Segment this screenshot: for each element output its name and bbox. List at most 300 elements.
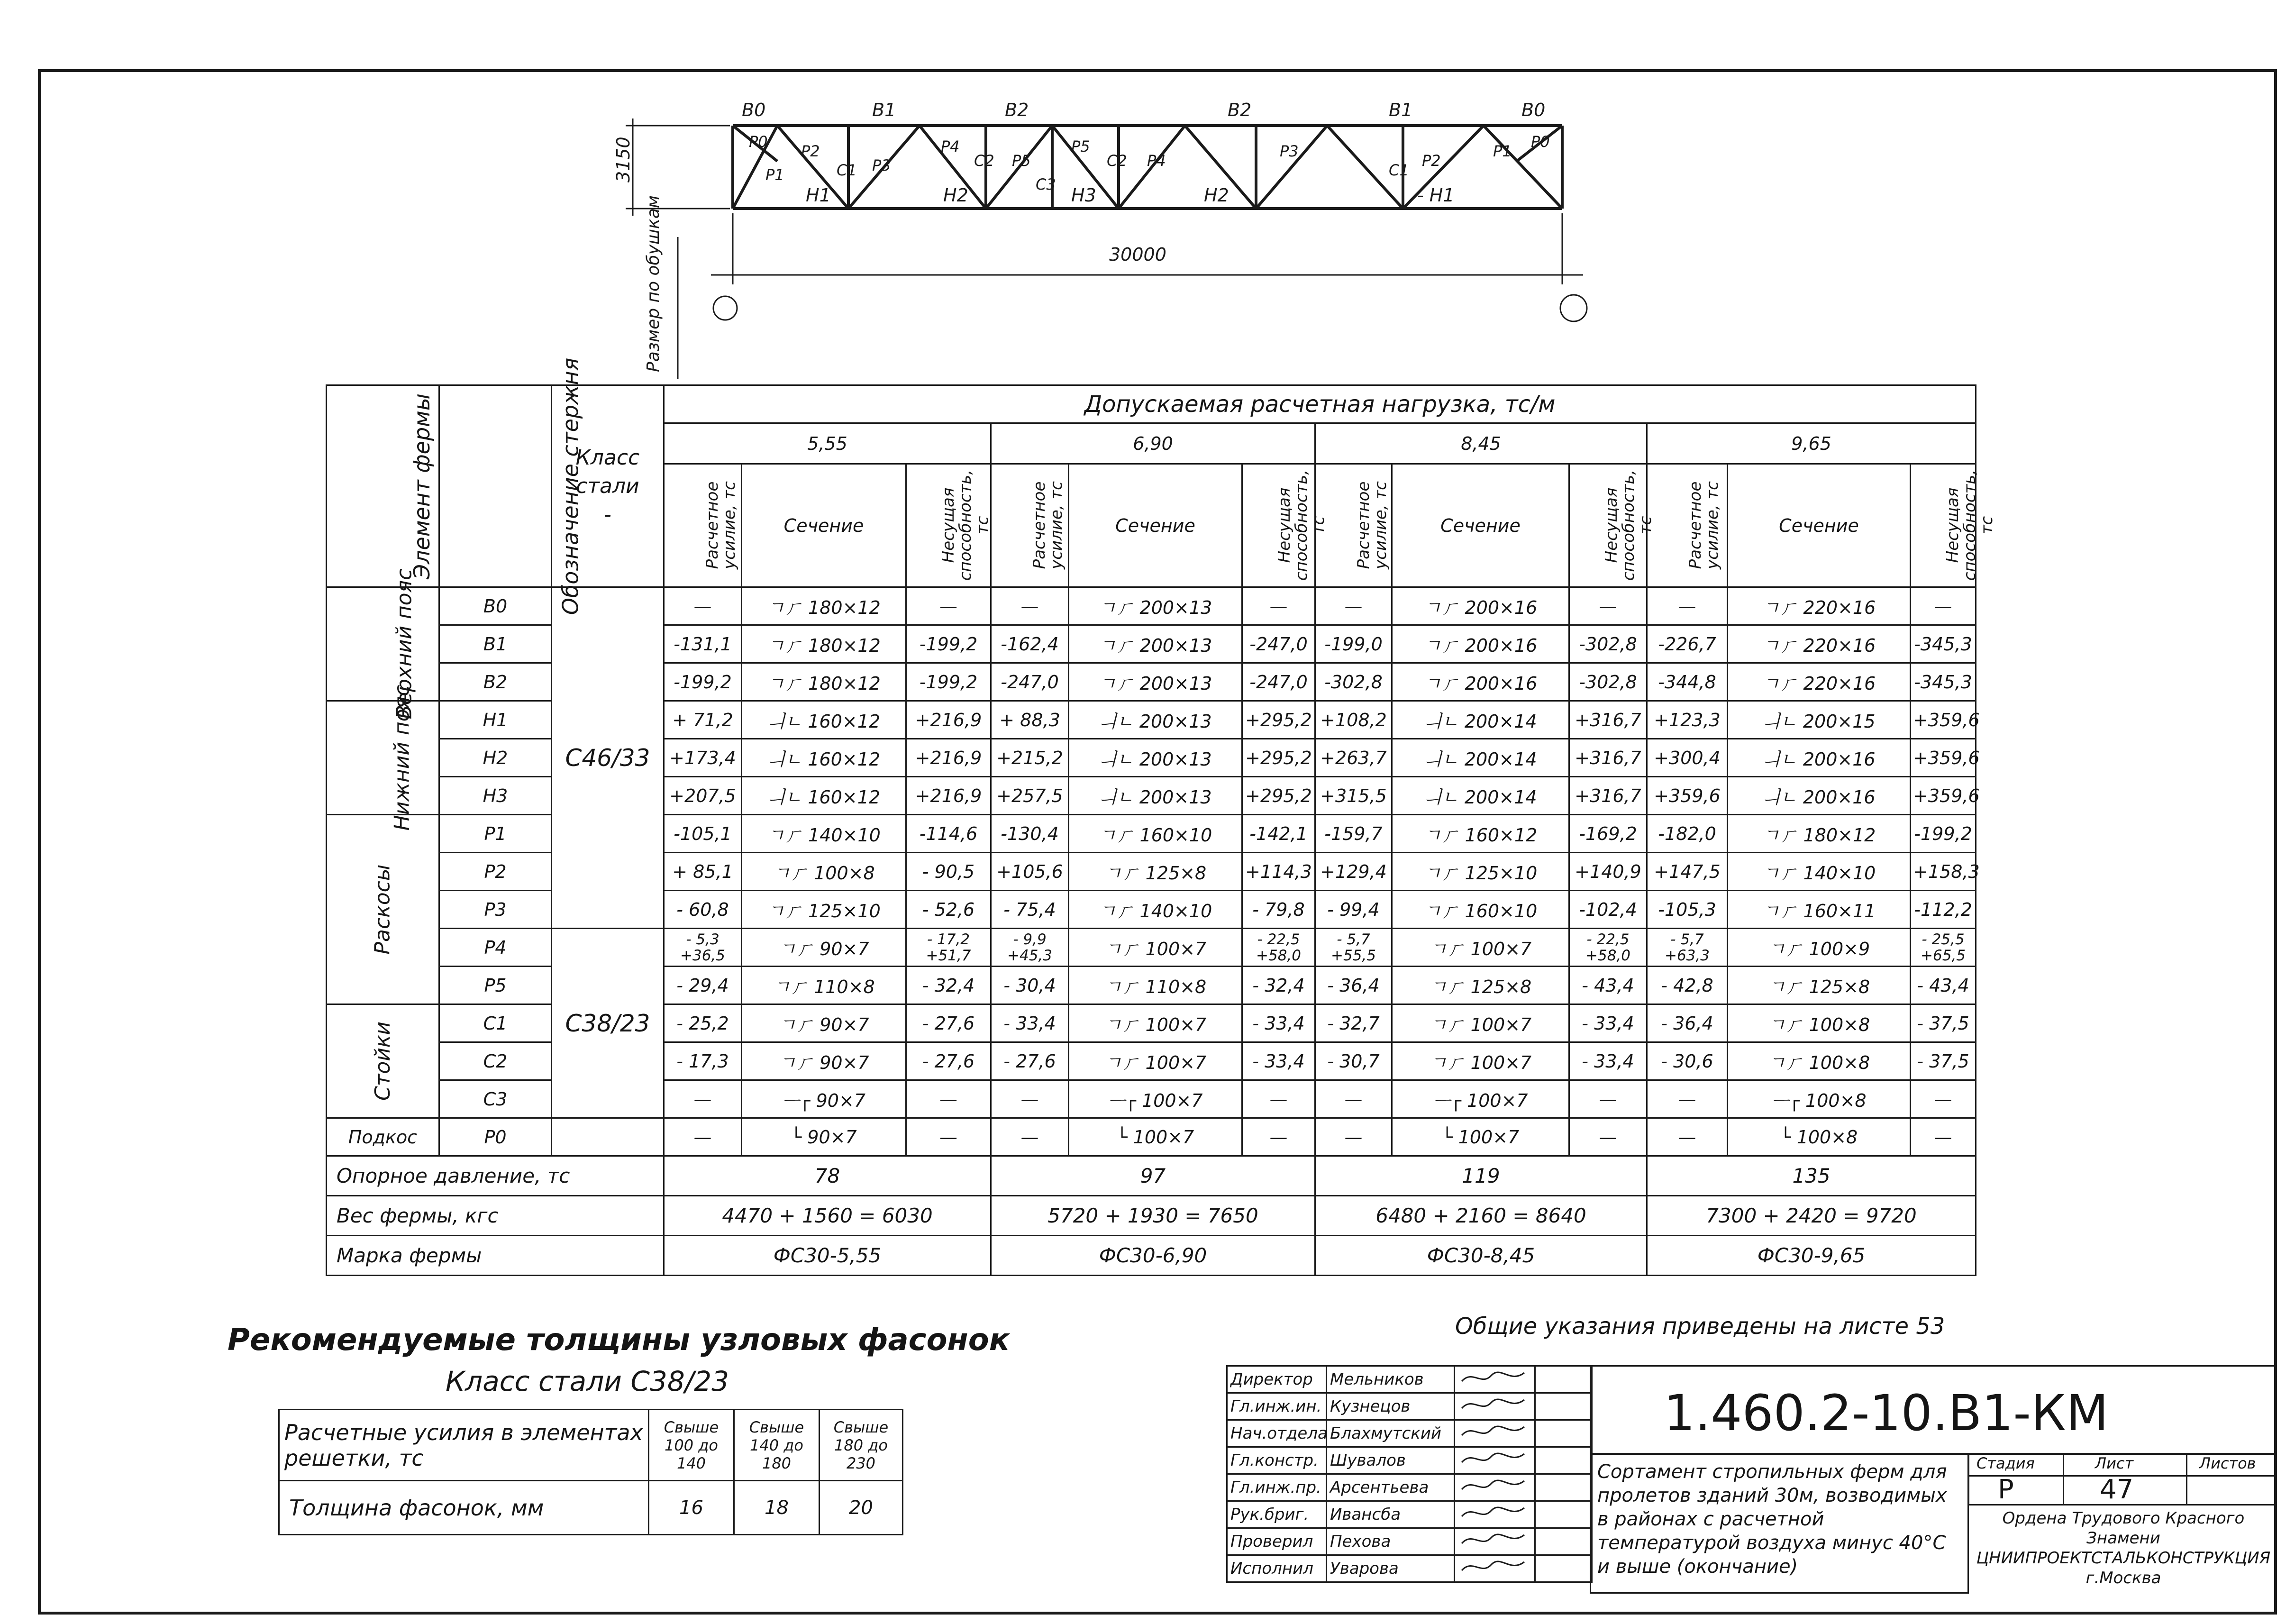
date [1535, 1474, 1592, 1501]
table-row [327, 1118, 1976, 1156]
cross-section: ㄱㄏ 200×16 [1392, 625, 1569, 663]
design-force: — [1315, 587, 1392, 625]
cross-section: ㄱㄏ 220×16 [1728, 663, 1911, 701]
truss-label-web-3: Р2 [801, 142, 820, 160]
load-capacity: - 22,5 +58,0 [1569, 929, 1647, 967]
subheader-capacity: Несущая способность, тс [1242, 464, 1315, 587]
stage-header: Стадия [1976, 1454, 2035, 1472]
truss-label-web-15: Р2 [1422, 152, 1441, 170]
design-force: - 29,4 [664, 967, 742, 1004]
load-capacity: - 32,4 [1242, 967, 1315, 1004]
load-capacity: -345,3 [1911, 663, 1976, 701]
design-force: +129,4 [1315, 853, 1392, 891]
person-name: Мельников [1327, 1366, 1455, 1393]
cross-section: ㄱㄏ 125×10 [742, 891, 906, 929]
signature [1455, 1393, 1535, 1420]
person-name: Ивансба [1327, 1501, 1455, 1528]
load-capacity: - 43,4 [1569, 967, 1647, 1004]
load-capacity: -199,2 [1911, 815, 1976, 853]
design-force: +315,5 [1315, 777, 1392, 815]
truss-label-web-6: Р4 [941, 137, 960, 155]
load-capacity: - 33,4 [1242, 1004, 1315, 1042]
subheader-capacity: Несущая способность, тс [906, 464, 991, 587]
truss-label-bottom-5: - Н1 [1417, 185, 1455, 206]
stage-value: Р [1998, 1474, 2014, 1505]
design-force: + 85,1 [664, 853, 742, 891]
role: Проверил [1227, 1528, 1327, 1555]
rod-designation: С1 [439, 1004, 552, 1042]
element-group [327, 815, 439, 1004]
cross-section: └ 100×7 [1392, 1118, 1569, 1156]
cross-section: ㅢㄴ 200×14 [1392, 701, 1569, 739]
cross-section: ㄱㄏ 200×13 [1069, 625, 1242, 663]
design-force: - 27,6 [991, 1042, 1069, 1080]
cross-section: ㄱㄏ 110×8 [1069, 967, 1242, 1004]
load-capacity: +216,9 [906, 701, 991, 739]
weight-value: 5720 + 1930 = 7650 [991, 1196, 1315, 1236]
load-capacity: -199,2 [906, 625, 991, 663]
person-name: Пехова [1327, 1528, 1455, 1555]
signature [1455, 1501, 1535, 1528]
title-block-row [1227, 1528, 1592, 1555]
load-capacity: — [906, 1118, 991, 1156]
cross-section: ㄱㄏ 100×7 [1069, 1042, 1242, 1080]
design-force: - 5,7 +63,3 [1647, 929, 1728, 967]
truss-label-top-4: В2 [1228, 100, 1252, 120]
cross-section: ㄱㄏ 100×7 [1392, 1042, 1569, 1080]
title-block-row [1227, 1393, 1592, 1420]
load-capacity: — [1911, 587, 1976, 625]
cross-section: ㄱㄏ 200×16 [1392, 663, 1569, 701]
table-footer-row [327, 1236, 1976, 1276]
date [1535, 1366, 1592, 1393]
load-capacity: -114,6 [906, 815, 991, 853]
rod-designation: В1 [439, 625, 552, 663]
weight-value: 7300 + 2420 = 9720 [1647, 1196, 1976, 1236]
person-name: Шувалов [1327, 1447, 1455, 1474]
load-capacity: — [1242, 1080, 1315, 1118]
person-name: Блахмутский [1327, 1420, 1455, 1447]
design-force: +108,2 [1315, 701, 1392, 739]
design-force: — [991, 1118, 1069, 1156]
mark-value: ФС30-5,55 [664, 1236, 991, 1276]
rod-designation: Р1 [439, 815, 552, 853]
cross-section: ㄱㄏ 180×12 [742, 663, 906, 701]
load-6-90: 6,90 [991, 423, 1315, 464]
sheet-header: Лист [2095, 1454, 2134, 1472]
load-capacity: -142,1 [1242, 815, 1315, 853]
cross-section: ㄱㄏ 160×11 [1728, 891, 1911, 929]
person-name: Кузнецов [1327, 1393, 1455, 1420]
load-capacity: - 52,6 [906, 891, 991, 929]
load-capacity: - 43,4 [1911, 967, 1976, 1004]
load-capacity: - 79,8 [1242, 891, 1315, 929]
cross-section: ㅢㄴ 160×12 [742, 701, 906, 739]
date [1535, 1501, 1592, 1528]
element-group [327, 568, 439, 720]
design-force: +207,5 [664, 777, 742, 815]
signature [1455, 1447, 1535, 1474]
rod-designation: С2 [439, 1042, 552, 1080]
cross-section: ㄱㄏ 100×7 [1392, 929, 1569, 967]
load-capacity: -102,4 [1569, 891, 1647, 929]
role: Гл.констр. [1227, 1447, 1327, 1474]
load-capacity: - 27,6 [906, 1042, 991, 1080]
design-force: — [991, 1080, 1069, 1118]
truss-label-web-12: Р4 [1147, 152, 1166, 170]
rod-designation: Н3 [439, 777, 552, 815]
cross-section: ㄱㄏ 110×8 [742, 967, 906, 1004]
cross-section: ㄱㄏ 100×8 [1728, 1004, 1911, 1042]
load-capacity: +359,6 [1911, 777, 1976, 815]
weight-label: Вес фермы, кгс [327, 1196, 664, 1236]
truss-label-web-14: С1 [1389, 161, 1409, 179]
subheader-section: Сечение [1392, 464, 1569, 587]
rod-designation: С3 [439, 1080, 552, 1118]
design-force: -344,8 [1647, 663, 1728, 701]
cross-section: ㄱㄏ 140×10 [742, 815, 906, 853]
design-force: -162,4 [991, 625, 1069, 663]
rec-forces-header: Расчетные усилия в элементах решетки, тс [279, 1410, 649, 1481]
load-capacity: — [1242, 1118, 1315, 1156]
cross-section: ㄱㄏ 100×8 [1728, 1042, 1911, 1080]
truss-label-web-13: Р3 [1280, 142, 1299, 160]
cross-section: ㄱㄏ 125×8 [1728, 967, 1911, 1004]
rec-thickness-table [278, 1409, 903, 1535]
load-capacity: — [906, 1080, 991, 1118]
element-group-text: Нижний пояс [390, 684, 414, 831]
rec-val-1: 16 [649, 1481, 734, 1535]
rod-designation: Н1 [439, 701, 552, 739]
steel-class-empty [552, 1118, 664, 1156]
design-force: — [1647, 1080, 1728, 1118]
load-capacity: +295,2 [1242, 777, 1315, 815]
rod-designation: Р2 [439, 853, 552, 891]
mark-label: Марка фермы [327, 1236, 664, 1276]
cross-section: ㄱㄏ 160×10 [1392, 891, 1569, 929]
cross-section: ㄱㄏ 100×7 [1069, 929, 1242, 967]
design-force: - 17,3 [664, 1042, 742, 1080]
design-force: - 30,4 [991, 967, 1069, 1004]
document-code: 1.460.2-10.В1-КМ [1664, 1384, 2109, 1442]
design-force: +257,5 [991, 777, 1069, 815]
mark-value: ФС30-8,45 [1315, 1236, 1647, 1276]
element-group-text: Раскосы [371, 864, 395, 955]
design-force: — [991, 587, 1069, 625]
design-force: — [1647, 1118, 1728, 1156]
truss-label-top-5: В1 [1389, 100, 1413, 120]
organization: Ордена Трудового Красного Знамени ЦНИИПРОЕКТСТАЛЬКОНСТРУКЦИЯ г.Москва [1976, 1509, 2271, 1588]
load-capacity: +359,6 [1911, 701, 1976, 739]
truss-label-web-17: Р0 [1531, 133, 1550, 151]
design-force: - 5,7 +55,5 [1315, 929, 1392, 967]
steel-class: С46/33 [552, 587, 664, 929]
truss-label-web-16: Р1 [1493, 142, 1512, 160]
subheader-force: Расчетное усилие, тс [1647, 464, 1728, 587]
cross-section: └ 90×7 [742, 1118, 906, 1156]
design-force: — [664, 587, 742, 625]
truss-label-web-7: С2 [974, 152, 994, 170]
cross-section: ㄱㄏ 160×10 [1069, 815, 1242, 853]
mark-value: ФС30-9,65 [1647, 1236, 1976, 1276]
design-force: — [1647, 587, 1728, 625]
truss-label-bottom-4: Н2 [1204, 185, 1229, 206]
rod-designation: Р4 [439, 929, 552, 967]
load-capacity: — [1569, 587, 1647, 625]
cross-section: ㅢㄴ 200×13 [1069, 777, 1242, 815]
design-force: -247,0 [991, 663, 1069, 701]
design-force: - 75,4 [991, 891, 1069, 929]
weight-value: 6480 + 2160 = 8640 [1315, 1196, 1647, 1236]
load-capacity: - 27,6 [906, 1004, 991, 1042]
design-force: +105,6 [991, 853, 1069, 891]
load-capacity: +158,3 [1911, 853, 1976, 891]
load-capacity: - 32,4 [906, 967, 991, 1004]
cross-section: └ 100×7 [1069, 1118, 1242, 1156]
load-capacity: +216,9 [906, 777, 991, 815]
role: Гл.инж.ин. [1227, 1393, 1327, 1420]
design-force: + 71,2 [664, 701, 742, 739]
cross-section: ㅢㄴ 200×16 [1728, 739, 1911, 777]
load-capacity: +316,7 [1569, 777, 1647, 815]
load-capacity: -169,2 [1569, 815, 1647, 853]
load-capacity: +295,2 [1242, 701, 1315, 739]
mark-value: ФС30-6,90 [991, 1236, 1315, 1276]
design-force: -105,1 [664, 815, 742, 853]
load-capacity: +216,9 [906, 739, 991, 777]
rec-col-3: Свыше 180 до 230 [820, 1410, 903, 1481]
signature [1455, 1528, 1535, 1555]
truss-label-top-3: В2 [1005, 100, 1029, 120]
sheet-value: 47 [2100, 1474, 2134, 1505]
subheader-section: Сечение [1728, 464, 1911, 587]
truss-label-web-8: Р5 [1012, 152, 1031, 170]
rod-designation: Н2 [439, 739, 552, 777]
cross-section: ㄱㄏ 200×13 [1069, 587, 1242, 625]
truss-height-dim: 3150 [613, 137, 634, 182]
signature [1455, 1366, 1535, 1393]
load-capacity: — [1569, 1118, 1647, 1156]
rod-designation: Р5 [439, 967, 552, 1004]
design-force: - 33,4 [991, 1004, 1069, 1042]
load-capacity: -199,2 [906, 663, 991, 701]
truss-label-web-2: Р1 [765, 166, 784, 184]
load-capacity: — [1911, 1118, 1976, 1156]
load-capacity: - 22,5 +58,0 [1242, 929, 1315, 967]
date [1535, 1420, 1592, 1447]
role: Гл.инж.пр. [1227, 1474, 1327, 1501]
load-capacity: - 90,5 [906, 853, 991, 891]
design-force: -130,4 [991, 815, 1069, 853]
truss-label-web-9: С3 [1036, 175, 1056, 193]
design-force: - 99,4 [1315, 891, 1392, 929]
subheader-force: Расчетное усилие, тс [1315, 464, 1392, 587]
load-capacity: -112,2 [1911, 891, 1976, 929]
cross-section: ㄱㄏ 125×10 [1392, 853, 1569, 891]
person-name: Уварова [1327, 1555, 1455, 1582]
load-capacity: -247,0 [1242, 625, 1315, 663]
header-rod: Обозначение стержня [439, 385, 552, 587]
load-capacity: — [1569, 1080, 1647, 1118]
title-block-row [1227, 1447, 1592, 1474]
rec-steel-class: Класс стали С38/23 [446, 1365, 729, 1397]
design-force: +123,3 [1647, 701, 1728, 739]
cross-section: ㄱㄏ 220×16 [1728, 587, 1911, 625]
load-5-55: 5,55 [664, 423, 991, 464]
element-group-text: Верхний пояс [392, 568, 417, 720]
load-capacity: - 17,2 +51,7 [906, 929, 991, 967]
cross-section: ㅢㄴ 200×15 [1728, 701, 1911, 739]
role: Рук.бриг. [1227, 1501, 1327, 1528]
cross-section: ㅢㄴ 200×13 [1069, 739, 1242, 777]
sheets-header: Листов [2199, 1454, 2256, 1472]
rod-designation: Р0 [439, 1118, 552, 1156]
cross-section: ㄱㄏ 180×12 [742, 587, 906, 625]
design-force: -199,2 [664, 663, 742, 701]
load-capacity: — [1911, 1080, 1976, 1118]
design-force: -182,0 [1647, 815, 1728, 853]
steel-class: С38/23 [552, 929, 664, 1118]
element-group-text: Стойки [370, 1021, 395, 1101]
cross-section: ㅢㄴ 160×12 [742, 777, 906, 815]
cross-section: ㄱㄏ 140×10 [1728, 853, 1911, 891]
design-force: - 25,2 [664, 1004, 742, 1042]
date [1535, 1528, 1592, 1555]
design-force: - 30,7 [1315, 1042, 1392, 1080]
design-force: -159,7 [1315, 815, 1392, 853]
load-capacity: -247,0 [1242, 663, 1315, 701]
cross-section: ㄱㄏ 125×8 [1069, 853, 1242, 891]
design-force: -105,3 [1647, 891, 1728, 929]
design-force: - 36,4 [1315, 967, 1392, 1004]
cross-section: ㄱㄏ 140×10 [1069, 891, 1242, 929]
cross-section: ㅢㄴ 160×12 [742, 739, 906, 777]
load-capacity: +316,7 [1569, 739, 1647, 777]
load-capacity: -302,8 [1569, 625, 1647, 663]
truss-label-web-4: С1 [837, 161, 857, 179]
date [1535, 1393, 1592, 1420]
load-capacity: +316,7 [1569, 701, 1647, 739]
cross-section: ㄱㄏ 180×12 [742, 625, 906, 663]
design-force: -131,1 [664, 625, 742, 663]
load-capacity: — [906, 587, 991, 625]
title-block-row [1227, 1501, 1592, 1528]
support-value: 97 [991, 1156, 1315, 1196]
cross-section: ㄱㄏ 220×16 [1728, 625, 1911, 663]
rec-val-3: 20 [820, 1481, 903, 1535]
table-footer-row [327, 1196, 1976, 1236]
design-force: - 36,4 [1647, 1004, 1728, 1042]
cross-section: ᅳ┌ 100×7 [1392, 1080, 1569, 1118]
load-capacity: - 37,5 [1911, 1042, 1976, 1080]
date [1535, 1447, 1592, 1474]
design-force: +173,4 [664, 739, 742, 777]
truss-size-note: Размер по обушкам [644, 195, 663, 372]
design-force: - 42,8 [1647, 967, 1728, 1004]
load-capacity: -345,3 [1911, 625, 1976, 663]
load-capacity: - 33,4 [1569, 1042, 1647, 1080]
rec-thickness-label: Толщина фасонок, мм [279, 1481, 649, 1535]
truss-label-bottom-3: Н3 [1071, 185, 1096, 206]
design-force: -302,8 [1315, 663, 1392, 701]
cross-section: ㄱㄏ 100×7 [1392, 1004, 1569, 1042]
title-block-row [1227, 1366, 1592, 1393]
cross-section: ㅢㄴ 200×16 [1728, 777, 1911, 815]
rec-col-1: Свыше 100 до 140 [649, 1410, 734, 1481]
date [1535, 1555, 1592, 1582]
truss-assortment-table [326, 357, 1996, 1276]
subheader-force: Расчетное усилие, тс [991, 464, 1069, 587]
truss-span-dim: 30000 [1109, 244, 1166, 265]
cross-section: ㄱㄏ 90×7 [742, 929, 906, 967]
table-row [327, 929, 1976, 967]
signature [1455, 1420, 1535, 1447]
cross-section: ㄱㄏ 160×12 [1392, 815, 1569, 853]
design-force: +263,7 [1315, 739, 1392, 777]
support-value: 78 [664, 1156, 991, 1196]
truss-label-web-5: Р3 [872, 156, 891, 174]
design-force: -199,0 [1315, 625, 1392, 663]
load-capacity: +295,2 [1242, 739, 1315, 777]
title-block-row [1227, 1474, 1592, 1501]
cross-section: ㄱㄏ 90×7 [742, 1042, 906, 1080]
design-force: +147,5 [1647, 853, 1728, 891]
rec-title: Рекомендуемые толщины узловых фасонок [228, 1323, 1010, 1358]
cross-section: ㄱㄏ 100×9 [1728, 929, 1911, 967]
weight-value: 4470 + 1560 = 6030 [664, 1196, 991, 1236]
support-value: 119 [1315, 1156, 1647, 1196]
cross-section: ㄱㄏ 200×16 [1392, 587, 1569, 625]
load-capacity: +359,6 [1911, 739, 1976, 777]
subheader-section: Сечение [1069, 464, 1242, 587]
subheader-capacity: Несущая способность, тс [1911, 464, 1976, 587]
design-force: - 5,3 +36,5 [664, 929, 742, 967]
cross-section: ㄱㄏ 200×13 [1069, 663, 1242, 701]
truss-label-top-1: В0 [742, 100, 766, 120]
cross-section: ㅢㄴ 200×13 [1069, 701, 1242, 739]
design-force: - 9,9 +45,3 [991, 929, 1069, 967]
support-value: 135 [1647, 1156, 1976, 1196]
design-force: -226,7 [1647, 625, 1728, 663]
role: Нач.отдела [1227, 1420, 1327, 1447]
load-capacity: - 25,5 +65,5 [1911, 929, 1976, 967]
support-label: Опорное давление, тс [327, 1156, 664, 1196]
element-group [327, 1004, 439, 1118]
cross-section: ㄱㄏ 180×12 [1728, 815, 1911, 853]
title-block-row [1227, 1555, 1592, 1582]
table-footer-row [327, 1156, 1976, 1196]
cross-section: ᅳ┌ 90×7 [742, 1080, 906, 1118]
truss-label-web-11: С2 [1107, 152, 1127, 170]
subheader-force: Расчетное усилие, тс [664, 464, 742, 587]
load-capacity: — [1242, 587, 1315, 625]
cross-section: ㄱㄏ 125×8 [1392, 967, 1569, 1004]
load-capacity: - 37,5 [1911, 1004, 1976, 1042]
cross-section: ㅢㄴ 200×14 [1392, 739, 1569, 777]
title-block-row [1227, 1420, 1592, 1447]
header-allowable-load: Допускаемая расчетная нагрузка, тс/м [664, 385, 1976, 423]
rod-designation: Р3 [439, 891, 552, 929]
truss-label-bottom-2: Н2 [943, 185, 968, 206]
truss-label-web-10: Р5 [1071, 137, 1090, 155]
truss-label-top-2: В1 [872, 100, 896, 120]
load-capacity: +140,9 [1569, 853, 1647, 891]
design-force: - 30,6 [1647, 1042, 1728, 1080]
cross-section: ᅳ┌ 100×7 [1069, 1080, 1242, 1118]
cross-section: └ 100×8 [1728, 1118, 1911, 1156]
load-capacity: - 33,4 [1569, 1004, 1647, 1042]
load-9-65: 9,65 [1647, 423, 1976, 464]
